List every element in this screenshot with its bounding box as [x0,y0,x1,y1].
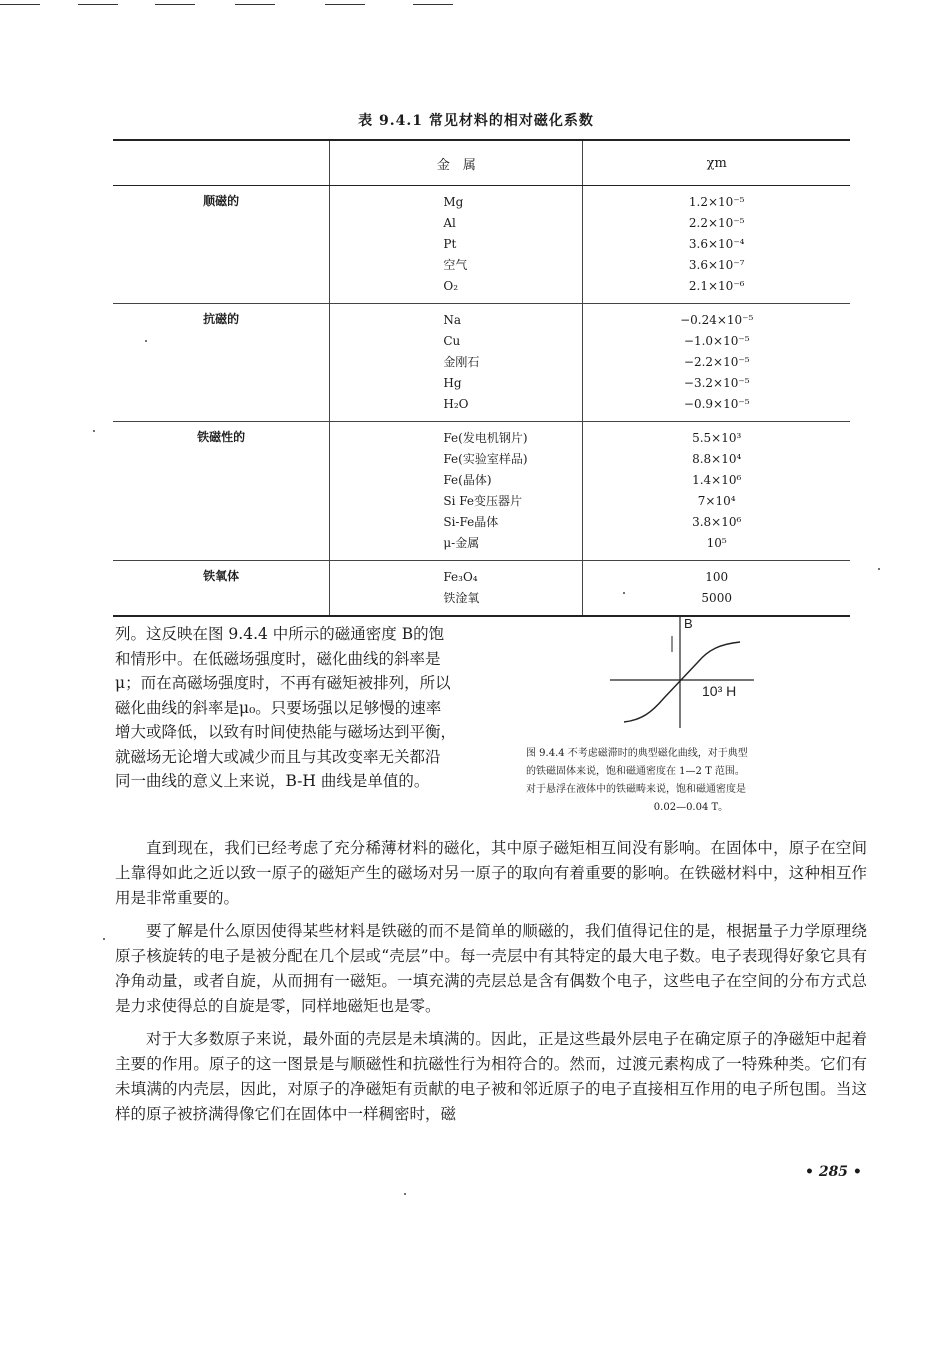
body-line: 列。这反映在图 9.4.4 中所示的磁通密度 B的饱 [115,625,445,643]
table-group-row [113,422,850,561]
metal-name: O₂ [443,279,459,293]
body-left-column [115,622,507,794]
chi-value: 3.6×10⁻⁷ [688,258,745,272]
metal-name: Fe(晶体) [443,473,492,487]
metal-cell [330,304,583,422]
page-number: • 285 • [805,1164,862,1180]
axis-b-label: B [684,616,693,631]
category-cell: 顺磁的 [113,186,330,304]
category-cell: 铁磁性的 [113,422,330,561]
chi-value: 2.2×10⁻⁵ [688,216,745,230]
chi-value: 100 [705,570,729,584]
metal-cell [330,422,583,561]
chi-value: 7×10⁴ [697,494,736,508]
scan-speck [93,430,95,432]
metal-cell [330,561,583,617]
chi-value: 1.4×10⁶ [692,473,742,487]
body-text [115,836,867,1127]
metal-name: 金刚石 [443,355,480,369]
figure-caption-line: 对于悬浮在液体中的铁磁畴来说，饱和磁通密度是 [526,784,746,795]
metal-name: 铁淦氧 [443,591,480,605]
chi-value: −1.0×10⁻⁵ [683,334,750,348]
chi-cell [583,186,850,304]
scan-speck [145,340,147,342]
metal-name: Al [443,216,456,230]
table-header-row [113,140,850,186]
metal-name: Cu [443,334,461,348]
body-line: 增大或降低，以致有时间使热能与磁场达到平衡， [115,723,457,741]
metal-name: Pt [443,237,457,251]
body-paragraph: 直到现在，我们已经考虑了充分稀薄材料的磁化，其中原子磁矩相互间没有影响。在固体中，原子在空间上靠得如此之近以致一原子的磁矩产生的磁场对另一原子的取向有着重要的影响。在铁磁材料中，这种相互作用是非常重要的。 [115,839,867,907]
body-line: 和情形中。在低磁场强度时，磁化曲线的斜率是 [115,649,441,668]
body-line: 同一曲线的意义上来说，B-H 曲线是单值的。 [115,772,430,790]
chi-value: 5.5×10³ [692,431,742,445]
chi-value: −0.9×10⁻⁵ [683,397,750,411]
chi-value: 1.2×10⁻⁵ [688,195,745,209]
body-paragraph: 要了解是什么原因使得某些材料是铁磁的而不是简单的顺磁的，我们值得记住的是，根据量子力学原理绕原子核旋转的电子是被分配在几个层或“壳层”中。每一壳层中有其特定的最大电子数。电子表现得好象它具有净角动量，或者自旋，从而拥有一磁矩。一填充满的壳层总是含有偶数个电子，这些电子在空间的分布方式总是力求使得总的自旋是零，同样地磁矩也是零。 [115,922,867,1015]
magnetization-curve [624,642,740,722]
chi-value: −3.2×10⁻⁵ [683,376,750,390]
scan-speck [103,938,105,940]
figure-caption [526,745,856,817]
header-metal: 金 属 [330,140,583,186]
metal-name: Fe(实验室样品) [443,452,528,466]
table-group-row [113,304,850,422]
chi-value: −0.24×10⁻⁵ [680,313,754,327]
scan-line [235,4,275,5]
scan-speck [623,592,625,594]
metal-name: 空气 [443,258,468,272]
metal-name: Hg [443,376,462,390]
chi-value: 10⁵ [706,536,727,550]
category-cell: 铁氧体 [113,561,330,617]
chi-cell [583,304,850,422]
scan-speck [404,1193,406,1195]
scan-line [0,4,40,5]
metal-name: Mg [443,195,464,209]
metal-name: H₂O [443,397,469,411]
figure-caption-line: 0.02—0.04 T。 [653,802,729,813]
chi-value: 3.8×10⁶ [692,515,742,529]
metal-cell [330,186,583,304]
body-line: 就磁场无论增大或减少而且与其改变率无关都沿 [115,747,441,766]
axis-h-label: 10³ H [702,683,737,699]
metal-name: Si Fe变压器片 [443,494,523,508]
metal-name: Fe₃O₄ [443,570,478,584]
metal-name: Na [443,313,462,327]
chi-value: 8.8×10⁴ [692,452,742,466]
chi-value: 2.1×10⁻⁶ [688,279,745,293]
body-line: μ；而在高磁场强度时，不再有磁矩被排列，所以 [115,674,451,692]
header-category [113,140,330,186]
body-paragraph: 对于大多数原子来说，最外面的壳层是未填满的。因此，正是这些最外层电子在确定原子的净磁矩中起着主要的作用。原子的这一图景是与顺磁性和抗磁性行为相符合的。然而，过渡元素构成了一特殊种类。它们有未填满的内壳层，因此，对原子的净磁矩有贡献的电子被和邻近原子的电子直接相互作用的电子所包围。当这样的原子被挤满得像它们在固体中一样稠密时，磁 [115,1030,867,1123]
scan-speck [878,568,880,570]
table-group-row [113,561,850,617]
chi-value: 5000 [701,591,732,605]
category-cell: 抗磁的 [113,304,330,422]
table-caption: 表 9.4.1 常见材料的相对磁化系数 [358,113,594,129]
figure-caption-line: 图 9.4.4 不考虑磁滞时的典型磁化曲线，对于典型 [526,748,748,759]
scan-line [155,4,195,5]
body-line: 磁化曲线的斜率是μ₀。只要场强以足够慢的速率 [115,698,442,717]
table-group-row [113,186,850,304]
scan-line [413,4,453,5]
chi-cell [583,561,850,617]
chi-value: 3.6×10⁻⁴ [688,237,745,251]
scan-line [78,4,118,5]
magnetization-curve-figure [606,612,806,732]
metal-name: μ-金属 [443,536,480,550]
chi-value: −2.2×10⁻⁵ [683,355,750,369]
scan-line [325,4,365,5]
chi-cell [583,422,850,561]
metal-name: Si-Fe晶体 [443,515,499,529]
header-chi: χm [583,140,850,186]
figure-caption-line: 的铁磁固体来说，饱和磁通密度在 1—2 T 范围。 [526,766,745,777]
metal-name: Fe(发电机钢片) [443,431,528,445]
magnetic-susceptibility-table [113,139,850,617]
